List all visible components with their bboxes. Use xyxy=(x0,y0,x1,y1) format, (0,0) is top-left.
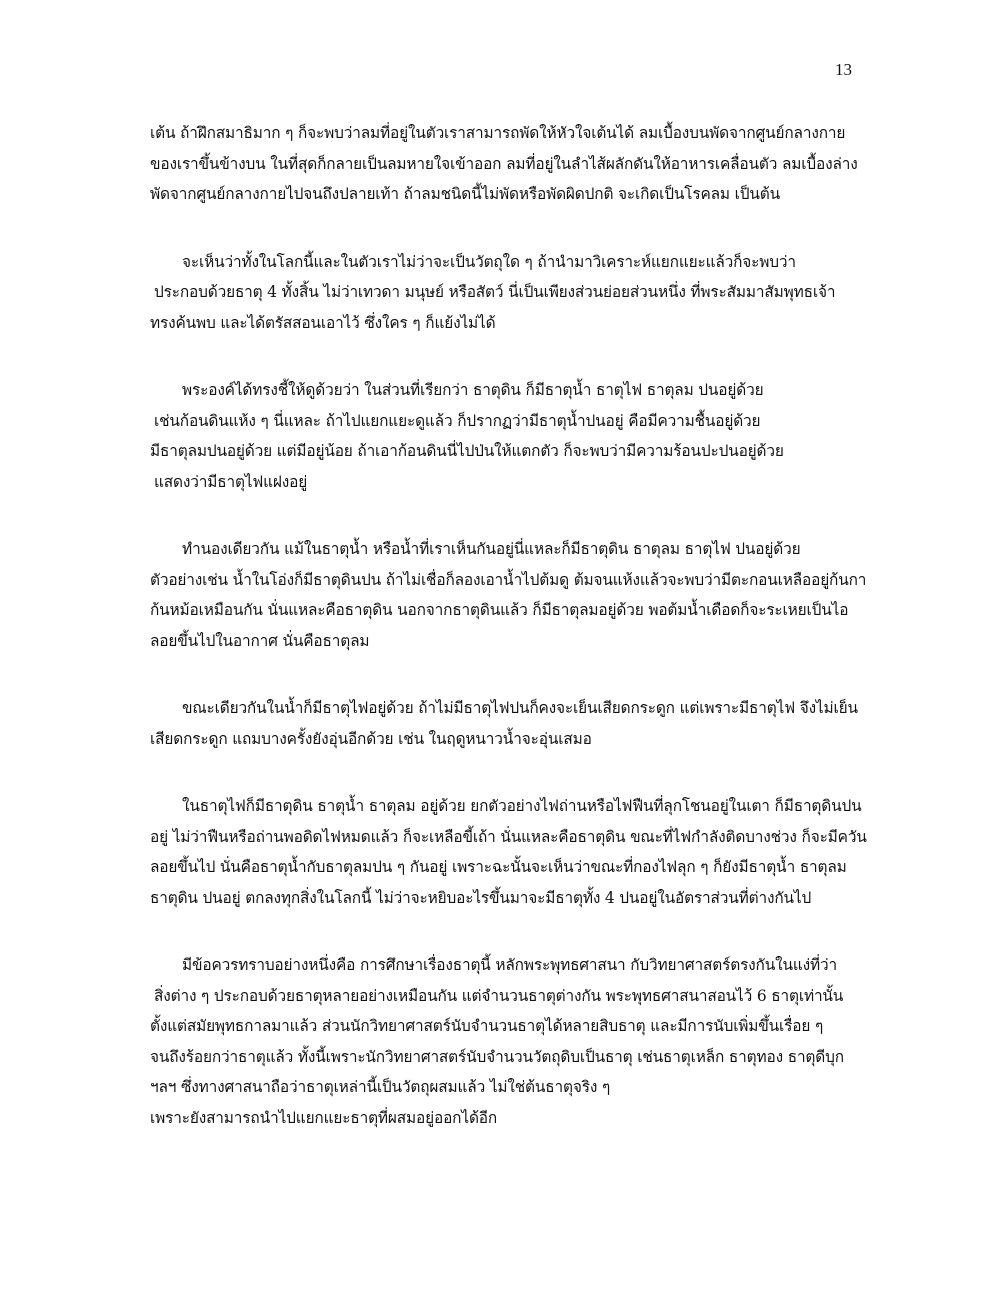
text-line: ลอยขึ้นไป นั่นคือธาตุน้ำกับธาตุลมปน ๆ กันอยู่ เพราะฉะนั้นจะเห็นว่าขณะที่กองไฟลุก ๆ ก็ยังมีธาตุน้ำ ธาตุลม xyxy=(150,858,847,876)
text-line: ขณะเดียวกันในน้ำก็มีธาตุไฟอยู่ด้วย ถ้าไม่มีธาตุไฟปนก็คงจะเย็นเสียดกระดูก แต่เพราะมีธาตุไฟ จึงไม่เย็น xyxy=(182,699,858,717)
paragraph-2 xyxy=(150,247,862,339)
text-line: เสียดกระดูก แถมบางครั้งยังอุ่นอีกด้วย เช่น ในฤดูหนาวน้ำจะอุ่นเสมอ xyxy=(150,729,592,748)
page-number: 13 xyxy=(835,60,852,79)
text-line: ธาตุดิน ปนอยู่ ตกลงทุกสิ่งในโลกนี้ ไม่ว่าจะหยิบอะไรขึ้นมาจะมีธาตุทั้ง 4 ปนอยู่ในอัตราส่วนที่ต่างกันไป xyxy=(150,888,812,907)
paragraph-1 xyxy=(150,118,862,210)
text-line: อยู่ ไม่ว่าฟืนหรือถ่านพอดิดไฟหมดแล้ว ก็จะเหลือขี้เถ้า นั่นแหละคือธาตุดิน ขณะที่ไฟกำลังติดบางช่วง ก็จะมีควัน xyxy=(150,827,867,846)
text-line: พัดจากศูนย์กลางกายไปจนถึงปลายเท้า ถ้าลมชนิดนี้ไม่พัดหรือพัดผิดปกติ จะเกิดเป็นโรคลม เป็นต้น xyxy=(150,185,780,203)
text-line: ก้นหม้อเหมือนกัน นั่นแหละคือธาตุดิน นอกจากธาตุดินแล้ว ก็มีธาตุลมอยู่ด้วย พอต้มน้ำเดือดก็จะระเหยเป็นไอ xyxy=(150,601,849,619)
text-line: จะเห็นว่าทั้งในโลกนี้และในตัวเราไม่ว่าจะเป็นวัตถุใด ๆ ถ้านำมาวิเคราะห์แยกแยะแล้วก็จะพบว่า xyxy=(182,252,796,271)
paragraph-4 xyxy=(150,534,867,656)
text-line: ตั้งแต่สมัยพุทธกาลมาแล้ว ส่วนนักวิทยาศาสตร์นับจำนวนธาตุได้หลายสิบธาตุ และมีการนับเพิ่มขึ้นเรื่อย ๆ xyxy=(150,1017,824,1035)
text-line: เพราะยังสามารถนำไปแยกแยะธาตุที่ผสมอยู่ออกได้อีก xyxy=(150,1108,498,1127)
paragraph-7 xyxy=(150,950,862,1133)
paragraph-5 xyxy=(150,693,862,754)
text-line: ลอยขึ้นไปในอากาศ นั่นคือธาตุลม xyxy=(150,631,370,650)
text-line: เช่นก้อนดินแห้ง ๆ นี่แหละ ถ้าไปแยกแยะดูแล้ว ก็ปรากฏว่ามีธาตุน้ำปนอยู่ คือมีความชื้นอยู่ด้วย xyxy=(154,411,761,430)
text-line: ฯลฯ ซึ่งทางศาสนาถือว่าธาตุเหล่านี้เป็นวัตถุผสมแล้ว ไม่ใช่ต้นธาตุจริง ๆ xyxy=(150,1078,611,1096)
text-line: เต้น ถ้าฝึกสมาธิมาก ๆ ก็จะพบว่าลมที่อยู่ในตัวเราสามารถพัดให้หัวใจเต้นได้ ลมเบื้องบนพัดจากศูนย์กลางกาย xyxy=(150,124,846,142)
text-line: มีธาตุลมปนอยู่ด้วย แต่มีอยู่น้อย ถ้าเอาก้อนดินนี่ไปป่นให้แตกตัว ก็จะพบว่ามีความร้อนปะปนอยู่ด้วย xyxy=(150,442,784,460)
text-line: ของเราขึ้นข้างบน ในที่สุดก็กลายเป็นลมหายใจเข้าออก ลมที่อยู่ในลำไส้ผลักดันให้อาหารเคลื่อนตัว ลมเบื้องล่าง xyxy=(150,154,858,173)
text-line: สิ่งต่าง ๆ ประกอบด้วยธาตุหลายอย่างเหมือนกัน แต่จำนวนธาตุต่างกัน พระพุทธศาสนาสอนไว้ 6 ธาตุเท่านั้น xyxy=(154,986,844,1005)
text-line: จนถึงร้อยกว่าธาตุแล้ว ทั้งนี้เพราะนักวิทยาศาสตร์นับจำนวนวัตถุดิบเป็นธาตุ เช่นธาตุเหล็ก ธาตุทอง ธาตุดีบุก xyxy=(150,1047,844,1066)
text-line: ตัวอย่างเช่น น้ำในโอ่งก็มีธาตุดินปน ถ้าไม่เชื่อก็ลองเอาน้ำไปต้มดู ต้มจนแห้งแล้วจะพบว่ามีตะกอนเหลืออยู่ก้นกา xyxy=(150,570,867,589)
text-line: แสดงว่ามีธาตุไฟแฝงอยู่ xyxy=(154,472,308,491)
body-text xyxy=(150,118,867,1170)
text-line: ทำนองเดียวกัน แม้ในธาตุน้ำ หรือน้ำที่เราเห็นกันอยู่นี่แหละก็มีธาตุดิน ธาตุลม ธาตุไฟ ปนอยู่ด้วย xyxy=(182,540,801,558)
paragraph-6 xyxy=(150,791,867,913)
text-line: ทรงค้นพบ และได้ตรัสสอนเอาไว้ ซึ่งใคร ๆ ก็แย้งไม่ได้ xyxy=(150,313,496,332)
text-line: ประกอบด้วยธาตุ 4 ทั้งสิ้น ไม่ว่าเทวดา มนุษย์ หรือสัตว์ นี่เป็นเพียงส่วนย่อยส่วนหนึ่ง ที่พระสัมมาสัมพุทธเจ้า xyxy=(154,283,836,301)
text-line: มีข้อควรทราบอย่างหนึ่งคือ การศึกษาเรื่องธาตุนี้ หลักพระพุทธศาสนา กับวิทยาศาสตร์ตรงกันในแง่ที่ว่า xyxy=(182,956,837,974)
text-line: ในธาตุไฟก็มีธาตุดิน ธาตุน้ำ ธาตุลม อยู่ด้วย ยกตัวอย่างไฟถ่านหรือไฟฟืนที่ลุกโชนอยู่ในเตา ก็มีธาตุดินปน xyxy=(182,797,862,815)
text-line: พระองค์ได้ทรงชี้ให้ดูด้วยว่า ในส่วนที่เรียกว่า ธาตุดิน ก็มีธาตุน้ำ ธาตุไฟ ธาตุลม ปนอยู่ด้วย xyxy=(182,381,764,399)
paragraph-3 xyxy=(150,375,862,497)
